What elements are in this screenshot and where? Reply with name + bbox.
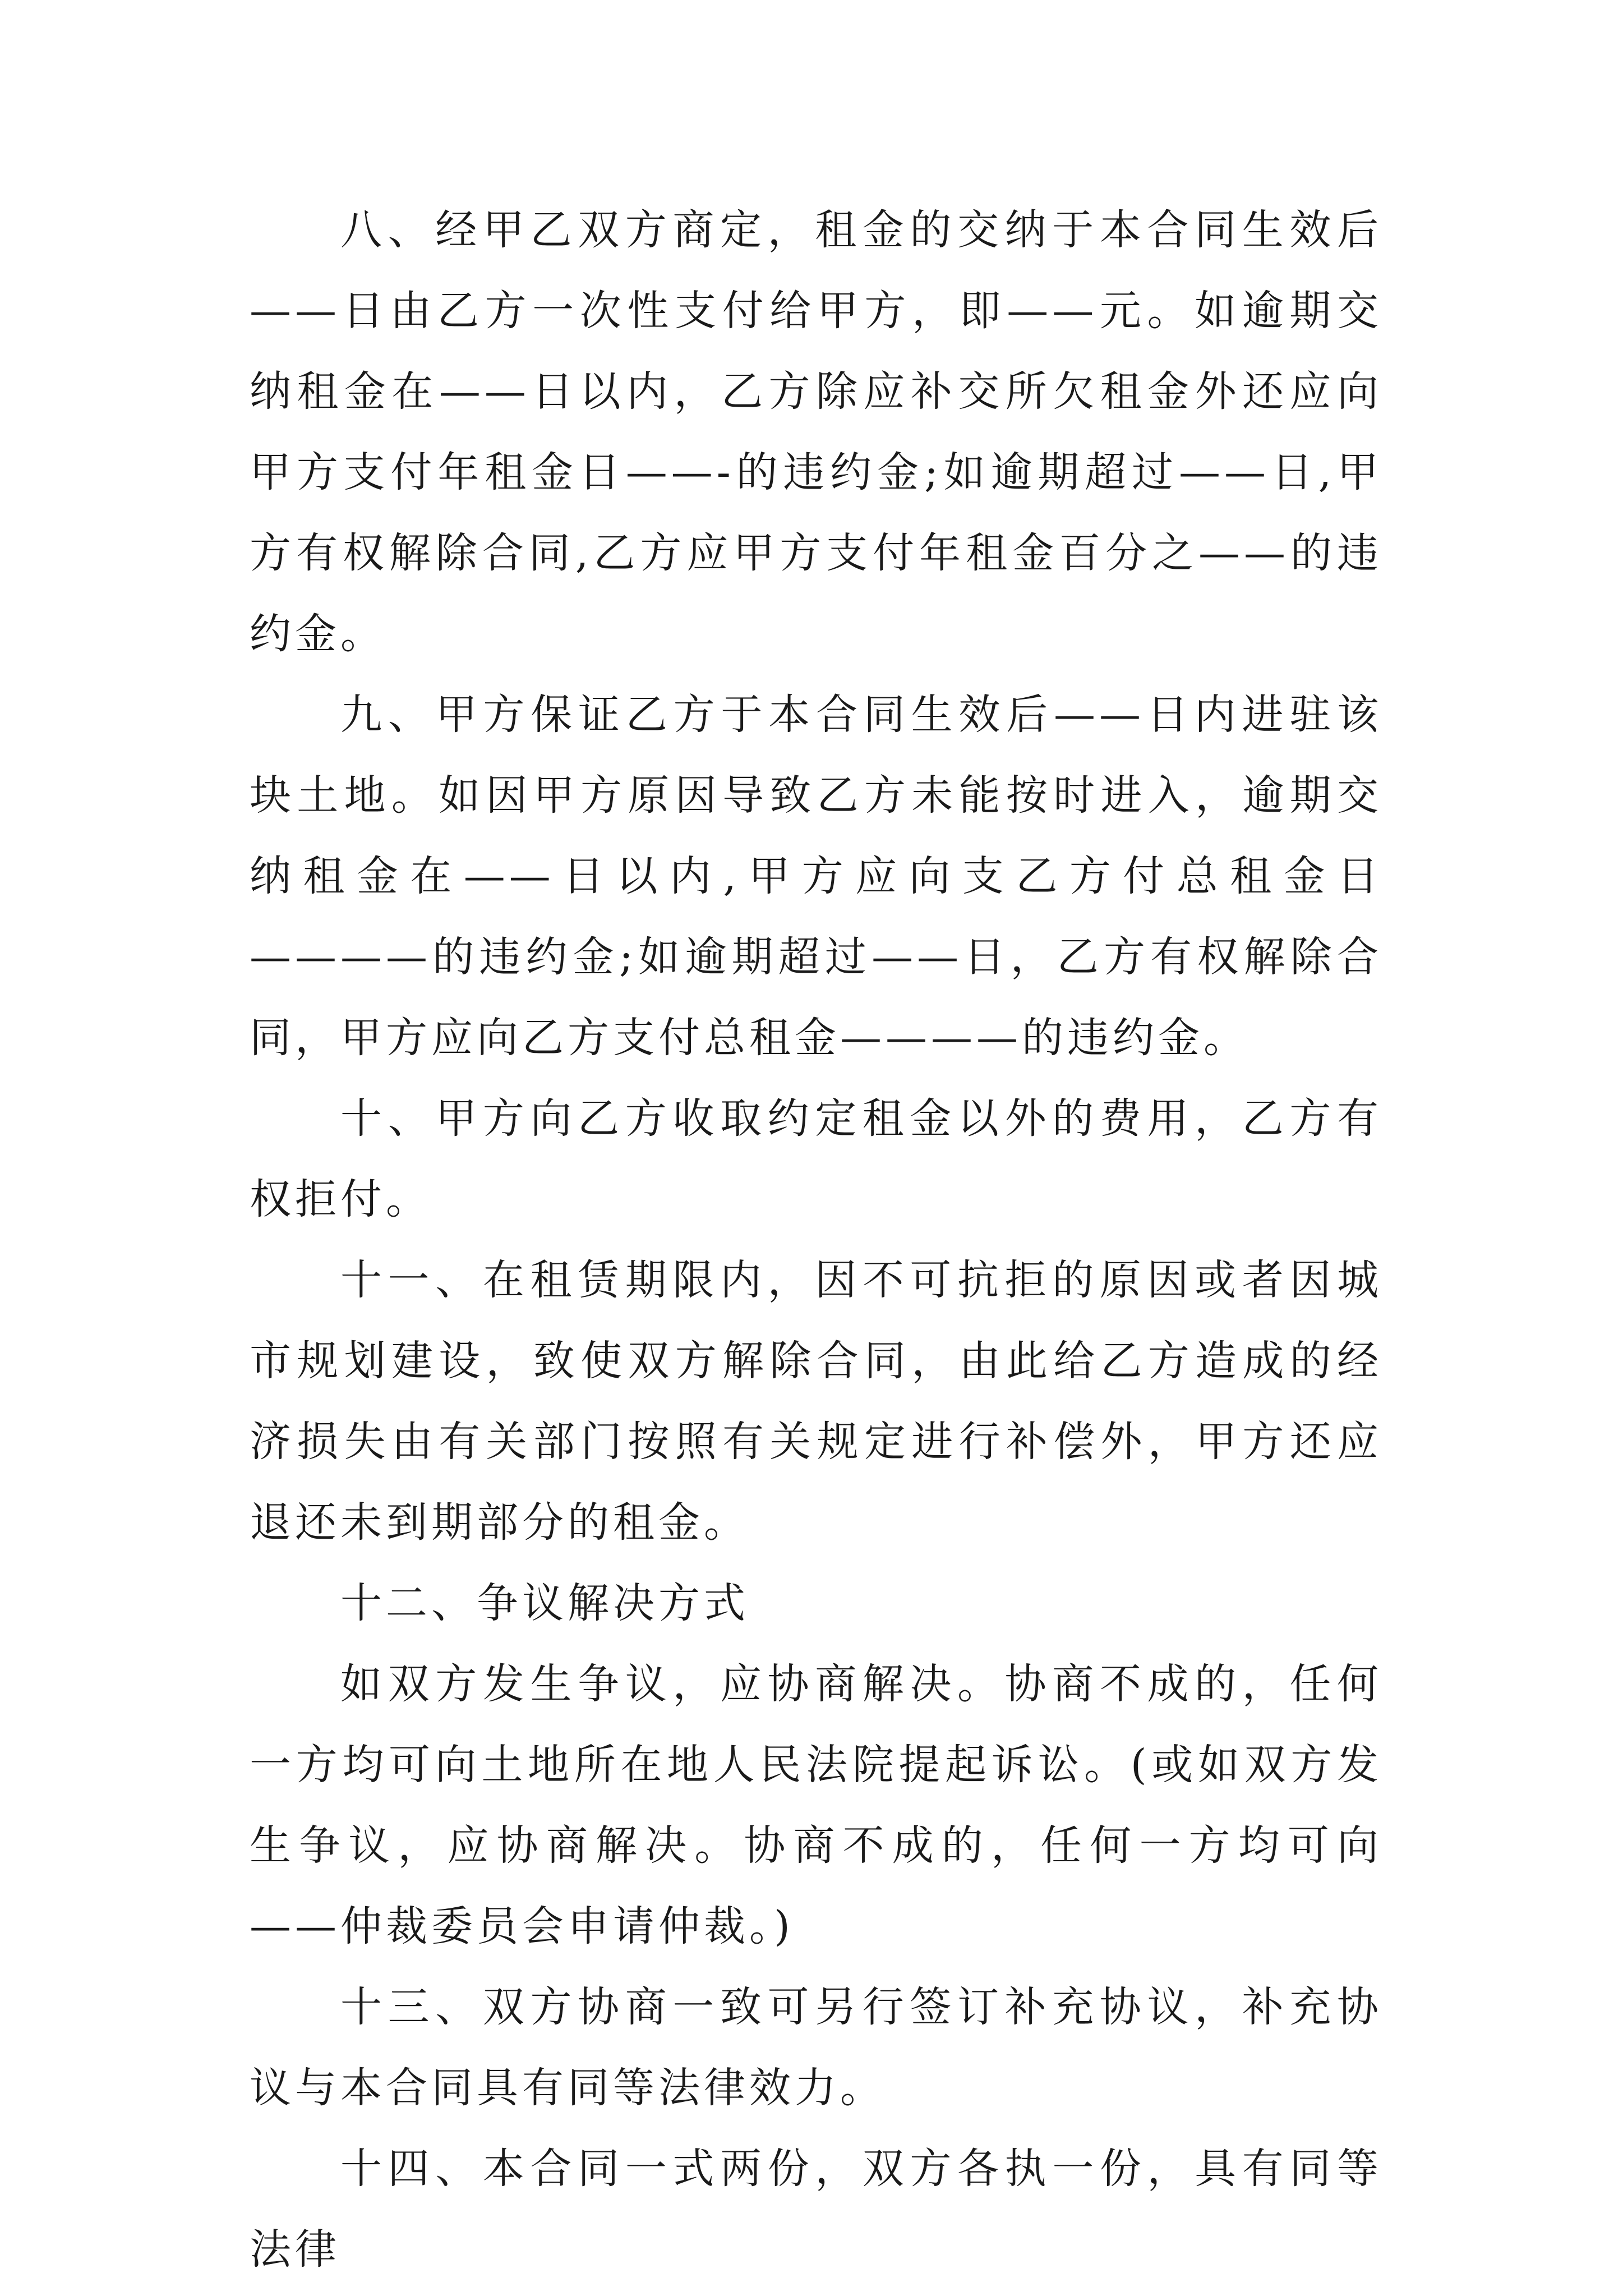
clause-8-rent-payment: 八、经甲乙双方商定，租金的交纳于本合同生效后——日由乙方一次性支付给甲方，即——元。如逾期交纳租金在——日以内，乙方除应补交所欠租金外还应向甲方支付年租金日——-的违约金;如逾期超过——日,甲方有权解除合同,乙方应甲方支付年租金百分之——的违约金。 <box>250 206 1382 658</box>
clause-10-extra-fees: 十、甲方向乙方收取约定租金以外的费用，乙方有权拒付。 <box>250 1094 1382 1223</box>
clause-12-dispute-heading: 十二、争议解决方式 <box>340 1579 749 1627</box>
document-body <box>250 190 1382 2290</box>
clause-14-copies: 十四、本合同一式两份，双方各执一份，具有同等法律 <box>250 2145 1382 2274</box>
clause-11-force-majeure: 十一、在租赁期限内，因不可抗拒的原因或者因城市规划建设，致使双方解除合同，由此给乙方造成的经济损失由有关部门按照有关规定进行补偿外，甲方还应退还未到期部分的租金。 <box>250 1256 1382 1547</box>
clause-9-land-entry: 九、甲方保证乙方于本合同生效后——日内进驻该块土地。如因甲方原因导致乙方未能按时进入，逾期交纳租金在——日以内,甲方应向支乙方付总租金日————的违约金;如逾期超过——日，乙方有权解除合同，甲方应向乙方支付总租金————的违约金。 <box>250 691 1382 1062</box>
clause-12-dispute-text: 如双方发生争议，应协商解决。协商不成的，任何一方均可向土地所在地人民法院提起诉讼。(或如双方发生争议，应协商解决。协商不成的，任何一方均可向——仲裁委员会申请仲裁。) <box>250 1660 1382 1950</box>
clause-13-supplement: 十三、双方协商一致可另行签订补充协议，补充协议与本合同具有同等法律效力。 <box>250 1983 1382 2112</box>
